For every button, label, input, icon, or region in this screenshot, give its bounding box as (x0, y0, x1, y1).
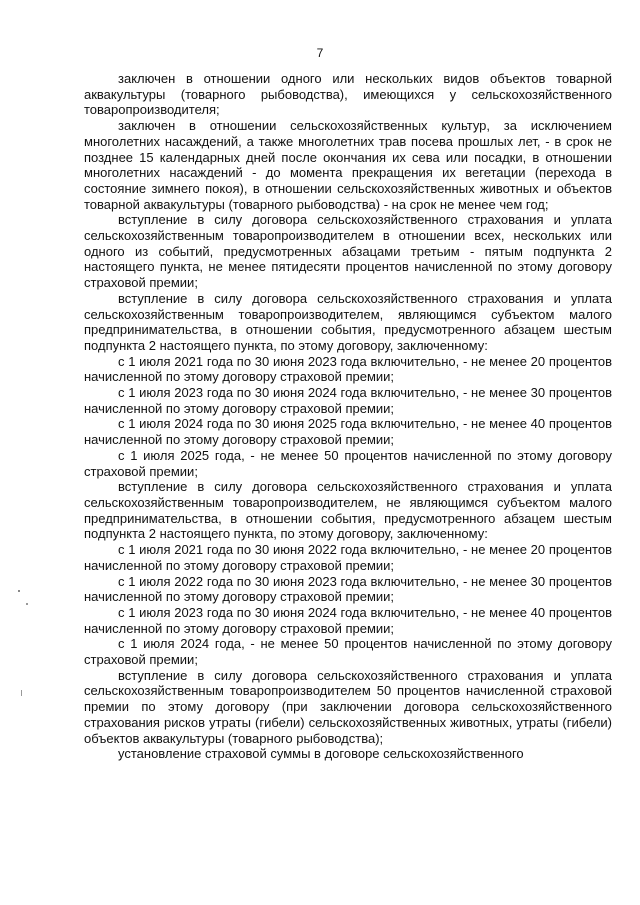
paragraph: с 1 июля 2021 года по 30 июня 2023 года включительно, - не менее 20 процентов начисленной по этому договору страховой премии; (84, 353, 612, 385)
paragraph: вступление в силу договора сельскохозяйственного страхования и уплата сельскохозяйственным товаропроизводителем 50 процентов начисленной страховой премии по этому договору (при заключении договора сельскохозяйственного страхования рисков утраты (гибели) сельскохозяйственных животных, утраты (гибели) объектов аквакультуры (товарного рыбоводства); (84, 667, 612, 746)
paragraph: с 1 июля 2023 года по 30 июня 2024 года включительно, - не менее 30 процентов начисленной по этому договору страховой премии; (84, 385, 612, 416)
paragraph: заключен в отношении сельскохозяйственных культур, за исключением многолетних насаждений, а также многолетних трав посева прошлых лет, - в срок не позднее 15 календарных дней после окончания их сева или посадки, в отношении многолетних насаждений - до момента прекращения их вегетации (перехода в состояние зимнего покоя), в отношении сельскохозяйственных животных и объектов товарной аквакультуры (товарного рыбоводства) - на срок не менее чем год; (84, 118, 612, 212)
paragraph: с 1 июля 2021 года по 30 июня 2022 года включительно, - не менее 20 процентов начисленной по этому договору страховой премии; (84, 542, 612, 573)
scan-speck (18, 590, 20, 592)
paragraph: установление страховой суммы в договоре сельскохозяйственного (118, 746, 524, 762)
paragraph: с 1 июля 2022 года по 30 июня 2023 года включительно, - не менее 30 процентов начисленной по этому договору страховой премии; (84, 573, 612, 605)
paragraph: заключен в отношении одного или нескольких видов объектов товарной аквакультуры (товарного рыбоводства), имеющихся у сельскохозяйственного товаропроизводителя; (84, 71, 612, 118)
paragraph: с 1 июля 2024 года по 30 июня 2025 года включительно, - не менее 40 процентов начисленной по этому договору страховой премии; (84, 416, 612, 448)
paragraph: вступление в силу договора сельскохозяйственного страхования и уплата сельскохозяйственным товаропроизводителем, не являющимся субъектом малого предпринимательства, в отношении события, предусмотренного абзацем шестым подпункта 2 настоящего пункта, по этому договору, заключенному: (84, 479, 612, 542)
paragraph: с 1 июля 2024 года, - не менее 50 процентов начисленной по этому договору страховой премии; (84, 636, 612, 668)
paragraph: с 1 июля 2025 года, - не менее 50 процентов начисленной по этому договору страховой премии; (84, 447, 612, 479)
paragraph: с 1 июля 2023 года по 30 июня 2024 года включительно, - не менее 40 процентов начисленной по этому договору страховой премии; (84, 604, 612, 636)
scan-speck (21, 690, 22, 696)
paragraph: вступление в силу договора сельскохозяйственного страхования и уплата сельскохозяйственным товаропроизводителем в отношении всех, нескольких или одного из событий, предусмотренных абзацами третьим - пятым подпункта 2 настоящего пункта, не менее пятидесяти процентов начисленной по этому договору страховой премии; (84, 212, 612, 291)
document-body (84, 71, 612, 762)
scan-speck (26, 603, 28, 605)
paragraph: вступление в силу договора сельскохозяйственного страхования и уплата сельскохозяйственным товаропроизводителем, являющимся субъектом малого предпринимательства, в отношении события, предусмотренного абзацем шестым подпункта 2 настоящего пункта, по этому договору, заключенному: (84, 290, 612, 353)
page-number: 7 (316, 46, 324, 60)
